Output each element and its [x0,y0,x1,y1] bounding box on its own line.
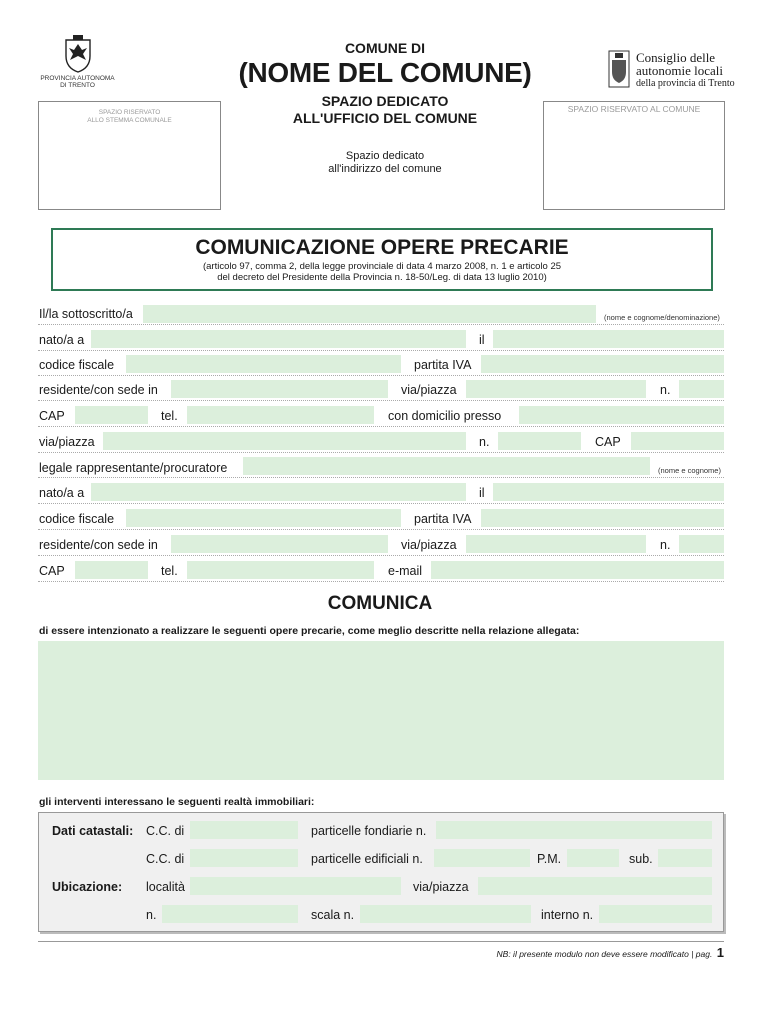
il-label: il [479,333,485,347]
leg-cap-field[interactable] [75,561,148,579]
il-field[interactable] [493,330,724,348]
spazio-indirizzo: Spazio dedicato all'indirizzo del comune [328,150,442,175]
leg-residente-label: residente/con sede in [39,538,158,552]
cap-label: CAP [39,409,65,423]
via-label: via/piazza [401,383,457,397]
tel-label: tel. [161,409,178,423]
comune-di-label: COMUNE DI [344,40,426,56]
piva-label: partita IVA [414,358,472,372]
leg-residente-field[interactable] [171,535,388,553]
nome-hint: (nome e cognome/denominazione) [604,313,720,322]
sub-label: sub. [629,852,653,866]
interno-label: interno n. [541,908,594,922]
leg-cap-label: CAP [39,564,65,578]
ubic-n-label: n. [146,908,157,922]
nato-field[interactable] [91,330,466,348]
localita-field[interactable] [190,877,401,895]
pm-field[interactable] [567,849,619,867]
via-field[interactable] [466,380,646,398]
n-label: n. [660,383,671,397]
domicilio-field[interactable] [519,406,724,424]
form-title: COMUNICAZIONE OPERE PRECARIE [195,236,569,259]
page-number: 1 [716,945,724,960]
leg-n-label: n. [660,538,671,552]
form-subtitle: (articolo 97, comma 2, della legge provinciale di data 4 marzo 2008, n. 1 e articolo 25 del decreto del Presidente della Provincia n. 18-50/Leg. di data 13 luglio 2010) [202,261,562,283]
leg-cf-label: codice fiscale [39,512,115,526]
fondiarie-field[interactable] [436,821,712,839]
cc2-field[interactable] [190,849,298,867]
localita-label: località [146,880,185,894]
cap-field[interactable] [75,406,148,424]
residente-field[interactable] [171,380,388,398]
leg-via-field[interactable] [466,535,646,553]
scala-label: scala n. [311,908,355,922]
email-label: e-mail [388,564,423,578]
scala-field[interactable] [360,905,531,923]
sub-field[interactable] [658,849,712,867]
nato-label: nato/a a [39,333,85,347]
riservato-comune-box [543,101,725,210]
footer-note-text: NB: il presente modulo non deve essere modificato | pag. [496,949,713,959]
sottoscritto-field[interactable] [143,305,596,323]
leg-nato-label: nato/a a [39,486,85,500]
cc1-label: C.C. di [146,824,185,838]
cf-label: codice fiscale [39,358,115,372]
spazio-ufficio: SPAZIO DEDICATO ALL'UFFICIO DEL COMUNE [292,93,478,126]
n-field[interactable] [679,380,724,398]
dom-via-field[interactable] [103,432,466,450]
footer-rule [38,941,724,942]
leg-tel-label: tel. [161,564,178,578]
stemma-box [38,101,221,210]
edificiali-label: particelle edificiali n. [311,852,423,866]
cal-line2: autonomie locali [636,63,724,78]
domicilio-label: con domicilio presso [388,409,502,423]
leg-n-field[interactable] [679,535,724,553]
cal-line1: Consiglio delle [636,50,716,65]
leg-il-field[interactable] [493,483,724,501]
trento-coat-of-arms [62,34,94,74]
tel-field[interactable] [187,406,374,424]
leg-via-label: via/piazza [401,538,457,552]
stemma-box-label: SPAZIO RISERVATO ALLO STEMMA COMUNALE [87,109,172,124]
cal-line3: della provincia di Trento [636,78,735,89]
dati-catastali-label: Dati catastali: [52,824,134,838]
dom-cap-label: CAP [595,435,621,449]
dom-via-label: via/piazza [39,435,95,449]
dom-cap-field[interactable] [631,432,724,450]
leg-tel-field[interactable] [187,561,374,579]
comunica-heading: COMUNICA [327,593,433,614]
leg-nato-field[interactable] [91,483,466,501]
leg-piva-field[interactable] [481,509,724,527]
residente-label: residente/con sede in [39,383,158,397]
cc2-label: C.C. di [146,852,185,866]
nome-cognome-hint: (nome e cognome) [658,466,721,475]
leg-piva-label: partita IVA [414,512,472,526]
nome-comune: (NOME DEL COMUNE) [238,57,532,88]
ubic-via-label: via/piazza [413,880,469,894]
cf-field[interactable] [126,355,401,373]
legale-label: legale rappresentante/procuratore [39,461,228,475]
ubicazione-label: Ubicazione: [52,880,123,894]
legale-field[interactable] [243,457,650,475]
sottoscritto-label: Il/la sottoscritto/a [39,307,133,321]
fondiarie-label: particelle fondiarie n. [311,824,427,838]
riservato-comune-label: SPAZIO RISERVATO AL COMUNE [567,104,701,114]
title-box [51,228,713,291]
edificiali-field[interactable] [434,849,530,867]
leg-il-label: il [479,486,485,500]
ubic-via-field[interactable] [478,877,712,895]
leg-cf-field[interactable] [126,509,401,527]
cc1-field[interactable] [190,821,298,839]
province-name: PROVINCIA AUTONOMA DI TRENTO [40,75,115,89]
opere-description-area[interactable] [38,641,724,780]
cal-logo-icon [608,50,630,88]
email-field[interactable] [431,561,724,579]
piva-field[interactable] [481,355,724,373]
interno-field[interactable] [599,905,712,923]
immobili-label: gli interventi interessano le seguenti realtà immobiliari: [39,796,315,808]
pm-label: P.M. [537,852,562,866]
dom-n-label: n. [479,435,490,449]
ubic-n-field[interactable] [162,905,298,923]
footer-note [497,944,724,962]
comunica-intro: di essere intenzionato a realizzare le seguenti opere precarie, come meglio descritte nella relazione allegata: [39,625,580,637]
dom-n-field[interactable] [498,432,581,450]
